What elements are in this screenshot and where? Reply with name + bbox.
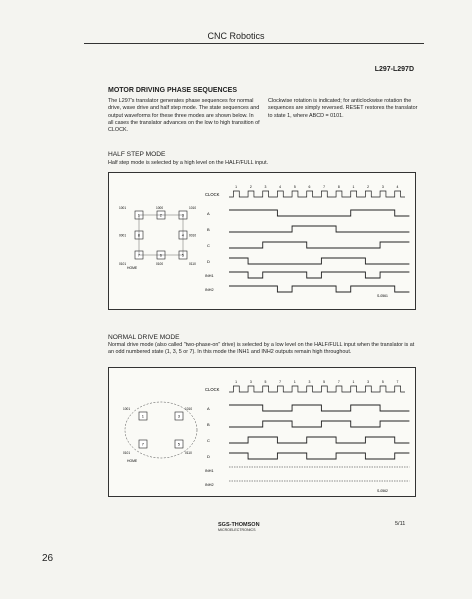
signal-label: C [207,438,210,443]
step-number: 4 [396,185,399,189]
signal-waveform [229,421,409,427]
step-number: 1 [293,380,296,384]
signal-waveform [229,210,409,216]
half-step-description: Half step mode is selected by a high level on the HALF/FULL input. [108,160,269,166]
half-step-figure [108,172,416,310]
inhibit-label: INH1 [205,469,214,473]
normal-drive-description: Normal drive mode (also called "two-phase-on" drive) is selected by a low level on the HALF/FULL input when the translator is at an odd numbered state (1, 3, 5 or 7). In this mode the INH1 and INH2 outputs remain high throughout. [108,342,415,356]
half-step-title: HALF STEP MODE [108,151,166,158]
step-number: 1 [352,185,355,189]
state-code: 0001 [119,233,127,238]
signal-label: B [207,227,210,232]
state-code: 0101 [123,451,131,455]
half-step-timing-diagram [109,173,415,309]
step-number: 1 [352,380,355,384]
figure-code: S-0561 [377,294,388,298]
normal-drive-title: NORMAL DRIVE MODE [108,334,180,341]
state-code: 0100 [156,262,164,266]
intro-paragraph-right: Clockwise rotation is indicated; for anticlockwise rotation the sequences are simply reversed. RESET restores the translator to state 1, where ABCD = 0101. [268,98,418,119]
step-number: 7 [279,380,282,384]
home-label: HOME [127,459,138,463]
intro-paragraph-left: The L297's translator generates phase sequences for normal drive, wave drive and half step mode. The state sequences and output waveforms for these three modes are shown below. In all cases the translator advances on the low to high transition of CLOCK. [108,98,260,134]
signal-waveform [229,437,409,443]
logo-text: SGS-THOMSON [218,522,260,528]
signal-label: C [207,243,210,248]
state-number: 1 [141,413,144,419]
page-reference: 5/11 [395,521,406,527]
signal-label: D [207,259,210,264]
state-code: 1000 [156,206,164,210]
signal-waveform [229,258,409,264]
page-number: 26 [42,553,54,564]
signal-label: D [207,454,210,459]
state-number: 5 [181,252,184,258]
state-number: 8 [137,232,140,238]
header-divider [84,43,424,44]
state-number: 4 [181,232,184,238]
state-number: 6 [159,252,162,258]
st-logo [218,522,260,532]
inhibit-label: INH2 [205,483,214,487]
step-number: 4 [279,185,282,189]
inhibit-waveform [229,272,409,278]
signal-waveform [229,405,409,411]
normal-drive-figure [108,367,416,497]
state-number: 1 [137,212,140,218]
signal-waveform [229,226,409,232]
signal-label: A [207,406,210,411]
state-number: 3 [177,413,180,419]
signal-waveform [229,242,409,248]
logo-subtext: MICROELECTRONICS [218,528,256,532]
step-number: 3 [381,185,384,189]
state-code: 0110 [185,451,192,455]
step-number: 8 [337,185,340,189]
step-number: 5 [293,185,296,189]
step-number: 7 [337,380,340,384]
step-number: 1 [235,380,238,384]
signal-waveform [229,453,409,459]
home-label: HOME [127,266,138,270]
state-number: 7 [141,441,144,447]
page-header-title: CNC Robotics [207,31,265,41]
state-code: 0110 [189,262,196,266]
step-number: 5 [381,380,384,384]
normal-drive-timing-diagram [109,368,415,496]
clock-label: CLOCK [205,192,220,197]
figure-code: S-0562 [377,489,388,493]
step-number: 2 [367,185,370,189]
inhibit-label: INH1 [205,274,214,278]
state-code: 0101 [119,262,127,266]
step-number: 2 [249,185,252,189]
step-number: 5 [323,380,326,384]
state-number: 3 [181,212,184,218]
signal-label: A [207,211,210,216]
state-code: 0010 [189,233,197,238]
state-code: 1001 [123,407,131,411]
step-number: 3 [249,380,252,384]
step-number: 7 [323,185,326,189]
clock-waveform [229,386,405,392]
step-number: 7 [396,380,399,384]
state-code: 1001 [119,206,127,210]
state-number: 7 [137,252,140,258]
step-number: 5 [264,380,267,384]
clock-label: CLOCK [205,387,220,392]
step-number: 6 [308,185,311,189]
step-number: 1 [235,185,238,189]
clock-waveform [229,191,405,197]
inhibit-label: INH2 [205,288,214,292]
part-number: L297-L297D [374,66,414,73]
step-number: 3 [367,380,370,384]
state-loop [137,212,184,255]
signal-label: B [207,422,210,427]
step-number: 3 [264,185,267,189]
state-number: 2 [159,212,162,218]
state-code: 1010 [189,206,197,210]
step-number: 3 [308,380,311,384]
section-title: MOTOR DRIVING PHASE SEQUENCES [108,87,238,94]
state-code: 1010 [185,407,193,411]
inhibit-waveform [229,286,409,292]
state-number: 5 [177,441,180,447]
